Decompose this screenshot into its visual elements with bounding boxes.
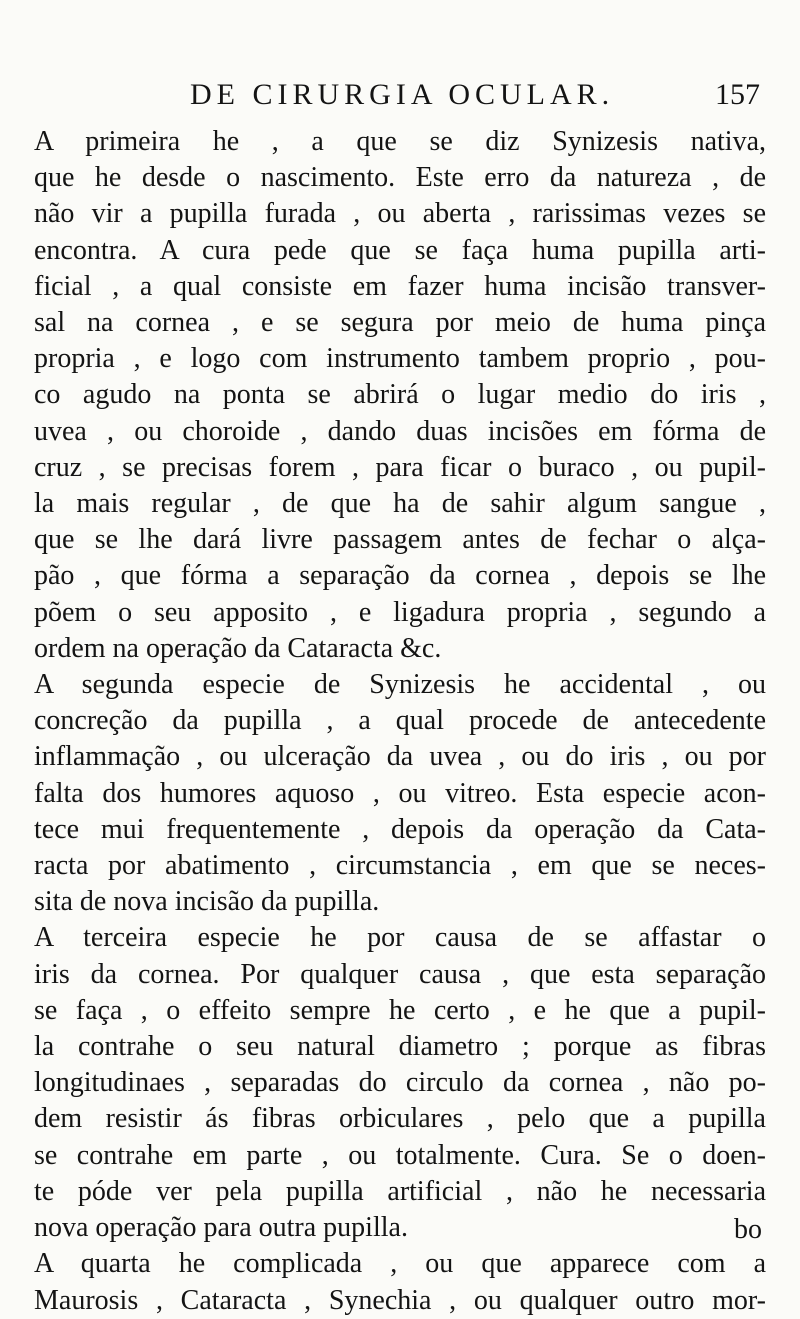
text-line: tece mui frequentemente , depois da operação da Cata- — [34, 813, 766, 845]
text-line: encontra. A cura pede que se faça huma pupilla arti- — [34, 234, 766, 266]
page-header — [190, 78, 760, 122]
catchword: bo — [734, 1214, 762, 1245]
text-line: ordem na operação da Cataracta &c. — [34, 632, 442, 664]
text-line: longitudinaes , separadas do circulo da cornea , não po- — [34, 1067, 766, 1099]
text-line: la contrahe o seu natural diametro ; porque as fibras — [34, 1031, 766, 1063]
text-line: A terceira especie he por causa de se affastar o — [34, 922, 766, 954]
text-line: A segunda especie de Synizesis he accidental , ou — [34, 669, 766, 701]
text-line: A primeira he , a que se diz Synizesis nativa, — [34, 126, 766, 157]
text-line: ficial , a qual consiste em fazer huma incisão transver- — [34, 270, 766, 302]
text-line: co agudo na ponta se abrirá o lugar medio do iris , — [34, 379, 766, 411]
running-head: DE CIRURGIA OCULAR. — [190, 78, 615, 111]
text-line: põem o seu apposito , e ligadura propria , segundo a — [34, 596, 766, 628]
text-line: nova operação para outra pupilla. — [34, 1212, 408, 1244]
text-line: se contrahe em parte , ou totalmente. Cura. Se o doen- — [34, 1139, 766, 1171]
body-text — [34, 124, 766, 1319]
text-line: inflammação , ou ulceração da uvea , ou do iris , ou por — [34, 741, 766, 773]
text-line: racta por abatimento , circumstancia , em que se neces- — [34, 850, 766, 882]
text-line: A quarta he complicada , ou que apparece com a — [34, 1248, 766, 1280]
page-number: 157 — [715, 78, 760, 111]
text-line: não vir a pupilla furada , ou aberta , rarissimas vezes se — [34, 198, 766, 230]
text-line: que se lhe dará livre passagem antes de fechar o alça- — [34, 524, 766, 556]
text-line: pão , que fórma a separação da cornea , depois se lhe — [34, 560, 766, 592]
text-line: iris da cornea. Por qualquer causa , que esta separação — [34, 958, 766, 990]
text-line: se faça , o effeito sempre he certo , e he que a pupil- — [34, 994, 766, 1026]
text-line: cruz , se precisas forem , para ficar o buraco , ou pupil- — [34, 451, 766, 483]
text-line: Maurosis , Cataracta , Synechia , ou qualquer outro mor- — [34, 1284, 766, 1316]
text-line: sal na cornea , e se segura por meio de huma pinça — [34, 307, 766, 339]
text-line: te póde ver pela pupilla artificial , não he necessaria — [34, 1175, 766, 1207]
text-line: falta dos humores aquoso , ou vitreo. Esta especie acon- — [34, 777, 766, 809]
text-line: uvea , ou choroide , dando duas incisões em fórma de — [34, 415, 766, 447]
text-line: propria , e logo com instrumento tambem proprio , pou- — [34, 343, 766, 375]
text-line: concreção da pupilla , a qual procede de antecedente — [34, 705, 766, 737]
text-line: dem resistir ás fibras orbiculares , pelo que a pupilla — [34, 1103, 766, 1135]
text-line: la mais regular , de que ha de sahir algum sangue , — [34, 488, 766, 520]
text-line: sita de nova incisão da pupilla. — [34, 886, 380, 918]
text-line: que he desde o nascimento. Este erro da natureza , de — [34, 162, 766, 194]
